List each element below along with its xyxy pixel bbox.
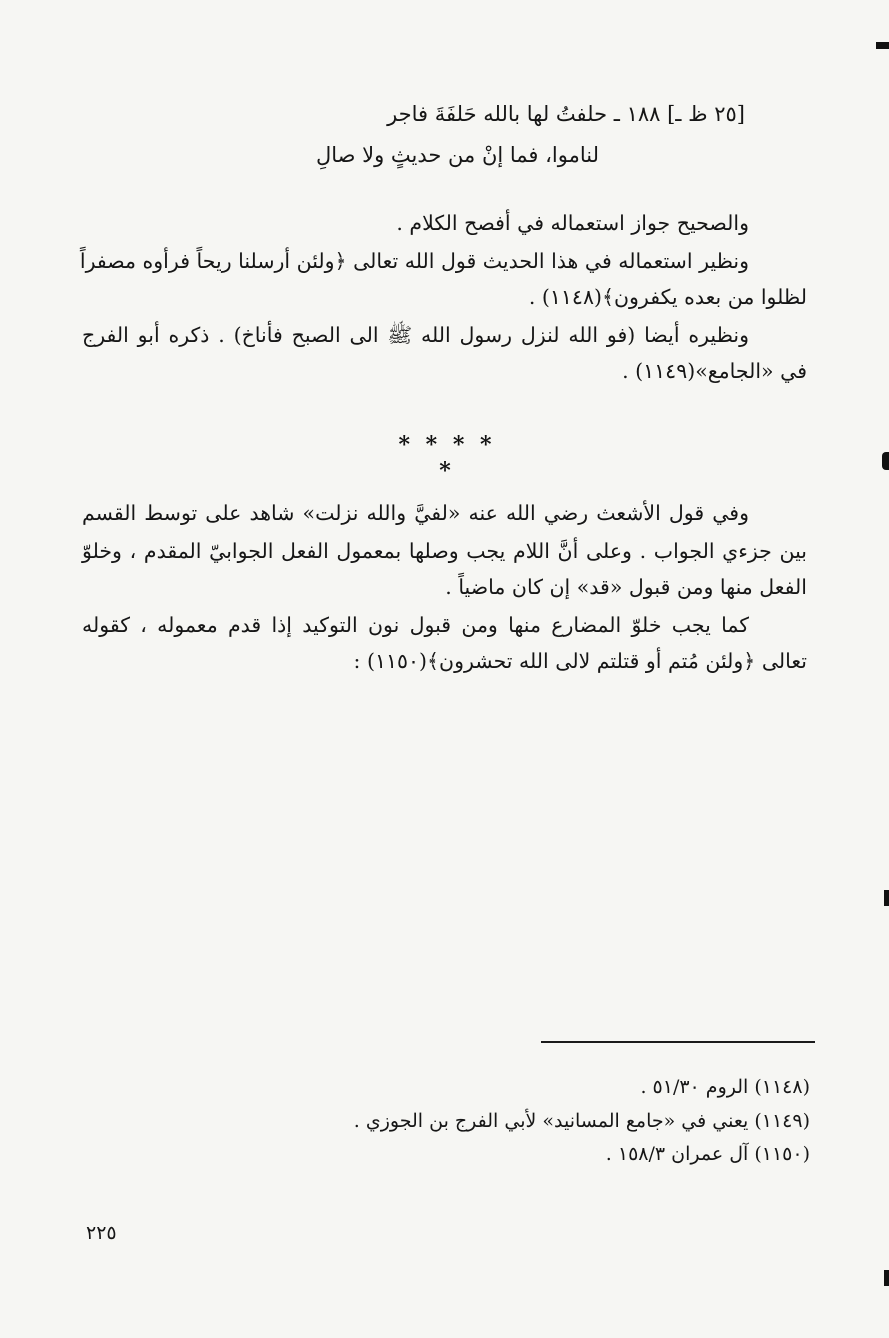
- paragraph-1-line-1: والصحيح جواز استعماله في أفصح الكلام .: [396, 211, 749, 235]
- scan-edge-mark-top: [876, 42, 889, 49]
- section-separator: * * * * *: [398, 432, 496, 484]
- footnote-1149: (١١٤٩) يعني في «جامع المسانيد» لأبي الفرج بن الجوزي .: [353, 1110, 810, 1132]
- paragraph-2-line-1: وفي قول الأشعث رضي الله عنه «لفيَّ والله نزلت» شاهد على توسط القسم: [82, 501, 749, 525]
- footnote-1150: (١١٥٠) آل عمران ١٥٨/٣ .: [605, 1143, 810, 1165]
- footnote-1148: (١١٤٨) الروم ٥١/٣٠ .: [640, 1076, 810, 1098]
- page-number: ٢٢٥: [86, 1222, 117, 1244]
- paragraph-2-line-5: تعالى ﴿ولئن مُتم أو قتلتم لالى الله تحشرون﴾(١١٥٠) :: [353, 649, 807, 673]
- scan-edge-mark-middle: [882, 452, 889, 470]
- footnote-divider: [541, 1041, 815, 1043]
- paragraph-2-line-3: الفعل منها ومن قبول «قد» إن كان ماضياً .: [445, 575, 807, 599]
- paragraph-1-line-5: في «الجامع»(١١٤٩) .: [622, 359, 807, 383]
- paragraph-1-line-2: ونظير استعماله في هذا الحديث قول الله تعالى ﴿ولئن أرسلنا ريحاً فرأوه مصفراً: [79, 249, 749, 273]
- paragraph-1-line-4: ونظيره أيضا (فو الله لنزل رسول الله ﷺ الى الصبح فأناخ) . ذكره أبو الفرج: [82, 323, 749, 347]
- paragraph-2-line-4: كما يجب خلوّ المضارع منها ومن قبول نون التوكيد إذا قدم معموله ، كقوله: [82, 613, 749, 637]
- scan-edge-mark-bottom: [884, 1270, 889, 1286]
- paragraph-2-line-2: بين جزءي الجواب . وعلى أنَّ اللام يجب وصلها بمعمول الفعل الجوابيّ المقدم ، وخلوّ: [82, 539, 807, 563]
- scan-edge-mark-lower: [884, 890, 889, 906]
- verse-line-1: [٢٥ ظ ـ] ١٨٨ ـ حلفتُ لها بالله حَلفَةَ فاجر: [387, 102, 745, 126]
- verse-line-2: لناموا، فما إنْ من حديثٍ ولا صالِ: [315, 143, 599, 167]
- paragraph-1-line-3: لظلوا من بعده يكفرون﴾(١١٤٨) .: [528, 285, 807, 309]
